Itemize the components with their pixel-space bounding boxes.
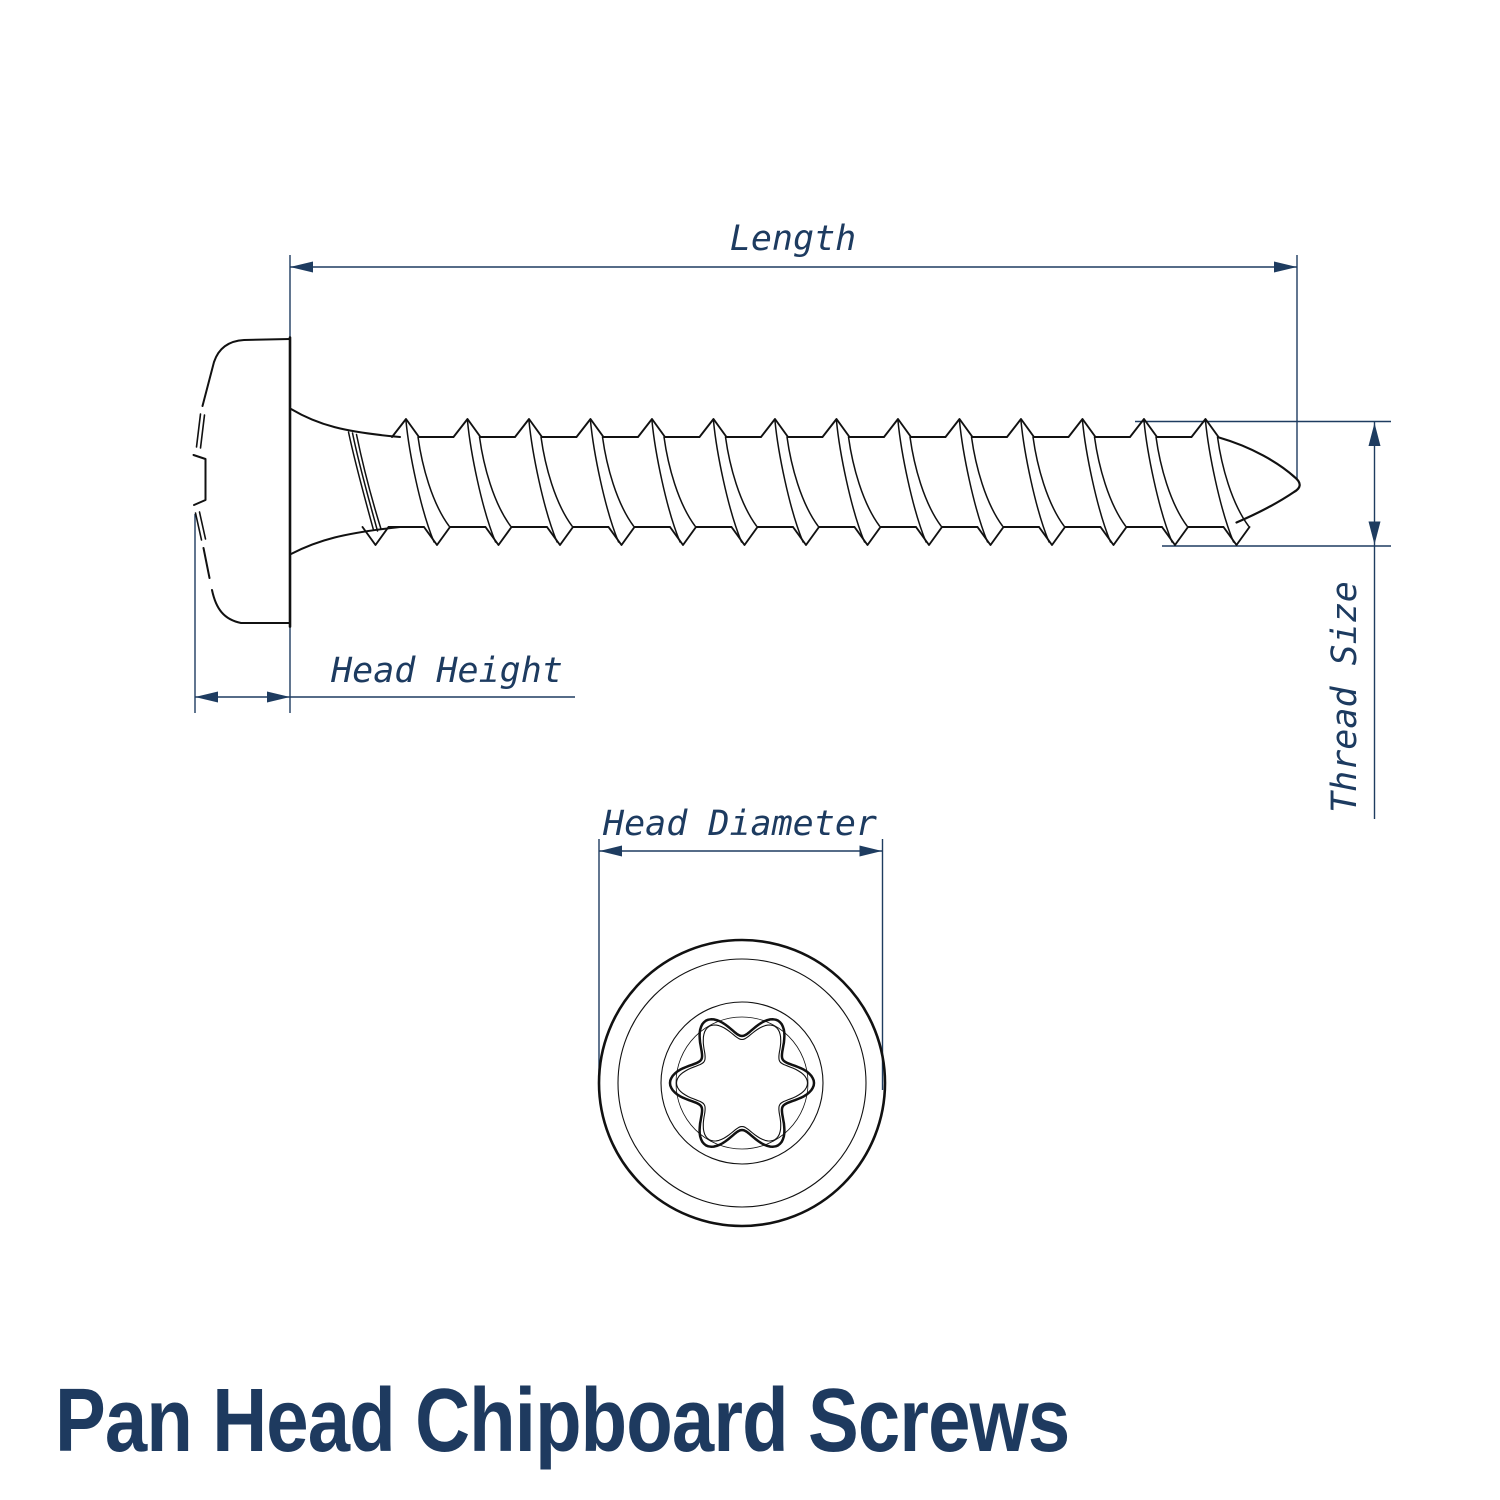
- screw-threads: [363, 419, 1250, 545]
- head-diameter-label: Head Diameter: [603, 804, 877, 844]
- length-dimension: [290, 255, 1297, 713]
- thread-start-lines: [349, 432, 382, 531]
- head-outer-circle: [599, 940, 885, 1226]
- screw-neck-upper: [291, 409, 400, 437]
- arrow-right-icon: [860, 846, 883, 857]
- head-diameter-extension-lines: [599, 839, 883, 1090]
- screw-top-view: [599, 940, 885, 1226]
- thread-line: [363, 419, 1250, 545]
- arrow-up-icon: [1369, 423, 1381, 446]
- length-extension-lines: [290, 255, 1297, 713]
- recess-boundary-circle: [661, 1002, 823, 1164]
- arrow-right-icon: [1274, 262, 1297, 273]
- arrow-down-icon: [1369, 522, 1381, 545]
- screw-head-top-outline: [203, 339, 291, 406]
- head-height-label: Head Height: [331, 651, 563, 691]
- torx-star-outline: [670, 1019, 814, 1146]
- arrow-left-icon: [195, 692, 218, 703]
- arrow-left-icon: [600, 846, 623, 857]
- head-inner-circle: [618, 959, 866, 1207]
- head-diameter-dimension: [599, 839, 883, 1090]
- thread-line: [406, 421, 1249, 542]
- length-label: Length: [729, 219, 857, 259]
- screw-head-recess-lower-edge: [196, 512, 206, 540]
- screw-tip: [1219, 438, 1300, 523]
- torx-star-outline: [677, 1025, 808, 1141]
- thread-size-label: Thread Size: [1325, 581, 1365, 813]
- thread-size-extension-lines: [1135, 422, 1391, 547]
- page-title: Pan Head Chipboard Screws: [55, 1371, 1070, 1471]
- screw-head-bottom-outline: [204, 548, 291, 623]
- arrow-right-icon: [267, 692, 290, 703]
- screw-neck-lower: [291, 527, 400, 554]
- torx-recess-icon: [670, 1019, 814, 1146]
- arrow-left-icon: [290, 262, 313, 273]
- screw-head-recess-upper-edge: [197, 414, 205, 448]
- screw-side-view: [194, 338, 1300, 627]
- screw-head-recess-notch: [194, 455, 206, 505]
